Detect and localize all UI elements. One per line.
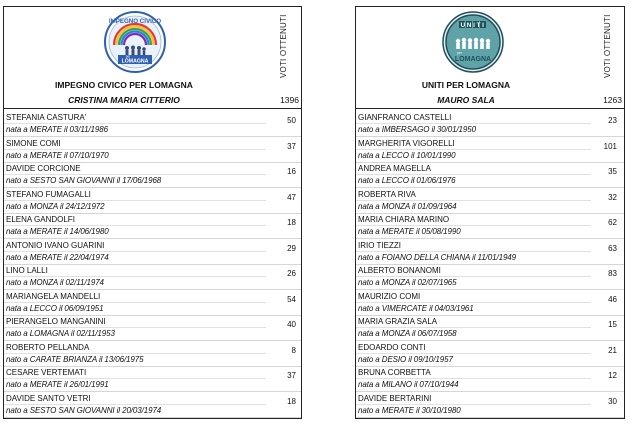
impegno-civico-logo-icon bbox=[104, 11, 166, 73]
row-divider bbox=[4, 417, 301, 418]
row-inner-divider bbox=[356, 174, 591, 175]
councillor-name: ANDREA MAGELLA bbox=[358, 164, 431, 173]
row-inner-divider bbox=[4, 225, 266, 226]
councillor-row bbox=[4, 264, 301, 290]
councillor-birth-info: nato a DESIO il 09/10/1957 bbox=[358, 354, 453, 364]
councillor-row bbox=[356, 162, 624, 188]
row-inner-divider bbox=[356, 251, 591, 252]
councillor-name: STEFANO FUMAGALLI bbox=[6, 189, 91, 199]
row-inner-divider bbox=[356, 353, 591, 354]
councillor-votes: 16 bbox=[287, 167, 296, 176]
row-inner-divider bbox=[356, 276, 591, 277]
svg-text:per: per bbox=[125, 54, 131, 59]
row-inner-divider bbox=[4, 404, 266, 405]
row-inner-divider bbox=[356, 149, 591, 150]
row-divider bbox=[356, 417, 624, 418]
councillor-votes: 35 bbox=[608, 167, 617, 176]
row-inner-divider bbox=[4, 149, 266, 150]
councillor-row bbox=[356, 290, 624, 316]
councillor-birth-info: nato a MONZA il 02/11/1974 bbox=[6, 278, 104, 287]
councillor-row bbox=[356, 264, 624, 290]
councillor-name: MARGHERITA VIGORELLI bbox=[358, 138, 455, 148]
list-panel-impegno-civico bbox=[3, 6, 302, 419]
uniti-per-lomagna-logo-icon bbox=[442, 11, 504, 73]
row-inner-divider bbox=[4, 276, 266, 277]
councillor-votes: 8 bbox=[291, 345, 296, 355]
row-inner-divider bbox=[4, 251, 266, 252]
councillor-birth-info: nato a VIMERCATE il 04/03/1961 bbox=[358, 303, 474, 313]
councillor-votes: 47 bbox=[287, 192, 296, 202]
councillor-name: EDOARDO CONTI bbox=[358, 342, 426, 352]
councillor-row bbox=[4, 162, 301, 188]
councillor-votes: 15 bbox=[608, 320, 617, 329]
councillor-row bbox=[4, 137, 301, 163]
councillor-votes: 18 bbox=[287, 396, 296, 406]
row-inner-divider bbox=[4, 200, 266, 201]
councillor-birth-info: nata a LECCO il 06/09/1951 bbox=[6, 303, 104, 313]
panel-header bbox=[356, 7, 624, 107]
councillor-birth-info: nato a LECCO il 01/06/1976 bbox=[358, 176, 456, 185]
councillor-votes: 46 bbox=[608, 294, 617, 304]
row-inner-divider bbox=[356, 378, 591, 379]
councillor-votes: 50 bbox=[287, 116, 296, 125]
councillor-name: ROBERTO PELLANDA bbox=[6, 342, 90, 352]
row-inner-divider bbox=[356, 200, 591, 201]
councillor-name: STEFANIA CASTURA' bbox=[6, 113, 87, 122]
list-name: UNITI PER LOMAGNA bbox=[421, 80, 511, 90]
councillor-row bbox=[356, 137, 624, 163]
councillor-birth-info: nato a MERATE il 07/10/1970 bbox=[6, 150, 109, 160]
list-panel-uniti-per-lomagna bbox=[355, 6, 625, 419]
row-inner-divider bbox=[4, 353, 266, 354]
svg-text:per: per bbox=[457, 51, 462, 55]
councillor-birth-info: nato a MONZA il 02/07/1965 bbox=[358, 278, 457, 287]
councillor-birth-info: nato a CARATE BRIANZA il 13/06/1975 bbox=[6, 354, 144, 364]
councillor-name: PIERANGELO MANGANINI bbox=[6, 317, 106, 326]
svg-text:LOMAGNA: LOMAGNA bbox=[454, 56, 492, 63]
councillor-votes: 12 bbox=[608, 371, 617, 380]
councillor-row bbox=[356, 392, 624, 418]
mayor-candidate-votes: 1263 bbox=[603, 95, 622, 105]
councillor-votes: 18 bbox=[287, 218, 296, 227]
councillor-votes: 26 bbox=[287, 269, 296, 278]
councillor-row bbox=[356, 366, 624, 392]
councillor-name: ROBERTA RIVA bbox=[358, 189, 416, 199]
councillor-birth-info: nata a MERATE il 03/11/1986 bbox=[6, 125, 108, 134]
councillor-birth-info: nata a LECCO il 10/01/1990 bbox=[358, 150, 456, 160]
councillor-row bbox=[4, 188, 301, 214]
councillor-birth-info: nato a MERATE il 22/04/1974 bbox=[6, 252, 109, 262]
councillor-row bbox=[4, 290, 301, 316]
councillor-row bbox=[356, 315, 624, 341]
councillor-votes: 37 bbox=[287, 371, 296, 380]
councillor-votes: 83 bbox=[608, 269, 617, 278]
councillor-name: BRUNA CORBETTA bbox=[358, 368, 431, 377]
councillor-votes: 62 bbox=[608, 218, 617, 227]
councillor-birth-info: nato a SESTO SAN GIOVANNI il 20/03/1974 bbox=[6, 405, 162, 415]
row-inner-divider bbox=[356, 302, 591, 303]
header-divider bbox=[4, 108, 301, 109]
councillor-name: DAVIDE BERTARINI bbox=[358, 393, 432, 403]
councillor-name: ELENA GANDOLFI bbox=[6, 215, 75, 224]
votes-column-label: VOTI OTTENUTI bbox=[603, 15, 612, 79]
councillor-votes: 54 bbox=[287, 294, 296, 304]
row-inner-divider bbox=[4, 378, 266, 379]
row-inner-divider bbox=[356, 327, 591, 328]
mayor-candidate-name: MAURO SALA bbox=[437, 95, 495, 105]
councillor-birth-info: nata a MERATE il 05/08/1990 bbox=[358, 227, 461, 236]
councillor-birth-info: nata a MONZA il 01/09/1964 bbox=[358, 201, 457, 211]
councillor-votes: 29 bbox=[287, 243, 296, 253]
councillor-row bbox=[356, 341, 624, 367]
councillor-name: MARIANGELA MANDELLI bbox=[6, 291, 101, 301]
svg-text:IMPEGNO CIVICO: IMPEGNO CIVICO bbox=[108, 18, 162, 25]
councillor-name: CESARE VERTEMATI bbox=[6, 368, 87, 377]
councillor-row bbox=[4, 341, 301, 367]
councillor-row bbox=[4, 239, 301, 265]
votes-column-label: VOTI OTTENUTI bbox=[279, 15, 288, 79]
row-inner-divider bbox=[4, 123, 266, 124]
row-inner-divider bbox=[4, 327, 266, 328]
councillor-list bbox=[4, 111, 301, 417]
councillor-row bbox=[4, 315, 301, 341]
header-divider bbox=[356, 108, 624, 109]
councillor-name: LINO LALLI bbox=[6, 266, 48, 275]
councillor-birth-info: nato a SESTO SAN GIOVANNI il 17/06/1968 bbox=[6, 176, 162, 185]
councillor-name: ANTONIO IVANO GUARINI bbox=[6, 240, 105, 250]
councillor-votes: 30 bbox=[608, 396, 617, 406]
mayor-candidate-name: CRISTINA MARIA CITTERIO bbox=[68, 95, 180, 105]
councillor-birth-info: nata a MILANO il 07/10/1944 bbox=[358, 380, 459, 389]
councillor-name: IRIO TIEZZI bbox=[358, 240, 401, 250]
row-inner-divider bbox=[356, 225, 591, 226]
councillor-birth-info: nato a FOIANO DELLA CHIANA il 11/01/1949 bbox=[358, 252, 517, 262]
councillor-name: MARIA CHIARA MARINO bbox=[358, 215, 450, 224]
row-inner-divider bbox=[4, 174, 266, 175]
councillor-birth-info: nata a MERATE il 14/06/1980 bbox=[6, 227, 109, 236]
councillor-name: GIANFRANCO CASTELLI bbox=[358, 113, 452, 122]
councillor-birth-info: nata a MONZA il 06/07/1958 bbox=[358, 329, 457, 338]
councillor-name: MAURIZIO COMI bbox=[358, 291, 421, 301]
svg-text:UNITI: UNITI bbox=[460, 22, 486, 29]
councillor-name: SIMONE COMI bbox=[6, 138, 61, 148]
row-inner-divider bbox=[356, 404, 591, 405]
panel-header bbox=[4, 7, 301, 107]
councillor-row bbox=[4, 392, 301, 418]
councillor-votes: 23 bbox=[608, 116, 617, 125]
councillor-votes: 63 bbox=[608, 243, 617, 253]
councillor-votes: 40 bbox=[287, 320, 296, 329]
row-inner-divider bbox=[4, 302, 266, 303]
councillor-votes: 101 bbox=[603, 141, 617, 151]
row-inner-divider bbox=[356, 123, 591, 124]
list-name: IMPEGNO CIVICO PER LOMAGNA bbox=[55, 80, 193, 90]
councillor-votes: 21 bbox=[608, 345, 617, 355]
councillor-row bbox=[356, 213, 624, 239]
mayor-candidate-votes: 1396 bbox=[280, 95, 299, 105]
councillor-name: ALBERTO BONANOMI bbox=[358, 266, 441, 275]
councillor-birth-info: nato a MERATE il 30/10/1980 bbox=[358, 405, 461, 415]
councillor-row bbox=[4, 213, 301, 239]
councillor-name: DAVIDE SANTO VETRI bbox=[6, 393, 91, 403]
councillor-name: DAVIDE CORCIONE bbox=[6, 164, 81, 173]
councillor-birth-info: nato a IMBERSAGO il 30/01/1950 bbox=[358, 125, 476, 134]
svg-text:LOMAGNA: LOMAGNA bbox=[121, 58, 149, 65]
councillor-row bbox=[356, 188, 624, 214]
councillor-birth-info: nato a LOMAGNA il 02/11/1953 bbox=[6, 329, 115, 338]
councillor-list bbox=[356, 111, 624, 417]
councillor-row bbox=[4, 366, 301, 392]
councillor-row bbox=[356, 111, 624, 137]
councillor-birth-info: nato a MONZA il 24/12/1972 bbox=[6, 201, 105, 211]
councillor-row bbox=[356, 239, 624, 265]
councillor-votes: 32 bbox=[608, 192, 617, 202]
councillor-votes: 37 bbox=[287, 141, 296, 151]
councillor-name: MARIA GRAZIA SALA bbox=[358, 317, 438, 326]
councillor-birth-info: nato a MERATE il 26/01/1991 bbox=[6, 380, 109, 389]
councillor-row bbox=[4, 111, 301, 137]
